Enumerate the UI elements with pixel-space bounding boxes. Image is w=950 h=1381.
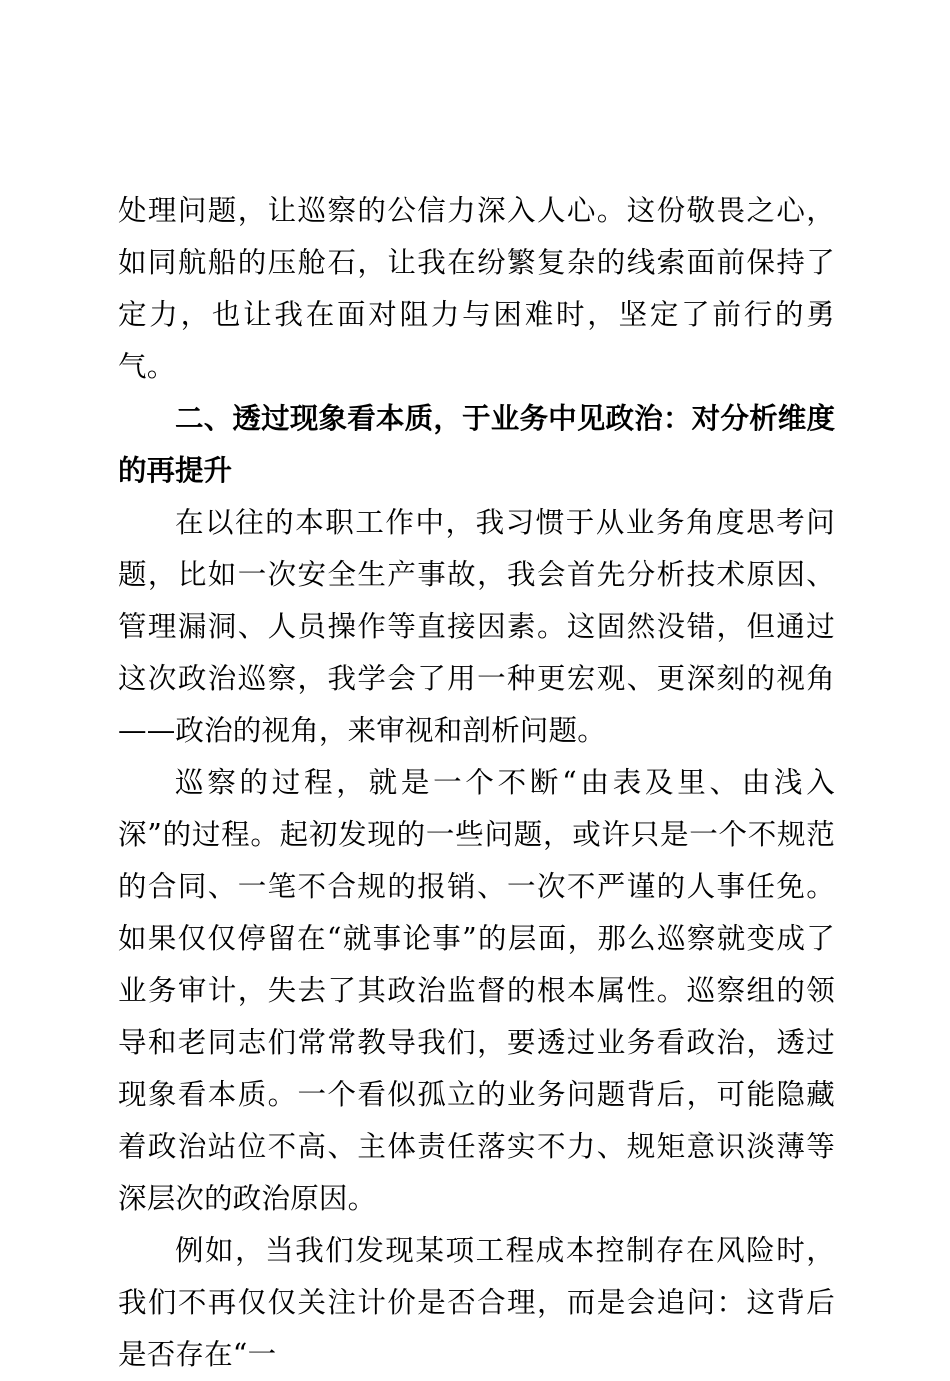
paragraph-continuation: 处理问题，让巡察的公信力深入人心。这份敬畏之心，如同航船的压舱石，让我在纷繁复杂的线索面前保持了定力，也让我在面对阻力与困难时，坚定了前行的勇气。 <box>118 194 835 383</box>
paragraph-business-perspective: 在以往的本职工作中，我习惯于从业务角度思考问题，比如一次安全生产事故，我会首先分析技术原因、管理漏洞、人员操作等直接因素。这固然没错，但通过这次政治巡察，我学会了用一种更宏观、更深刻的视角——政治的视角，来审视和剖析问题。 <box>118 506 835 747</box>
paragraph-inspection-process: 巡察的过程，就是一个不断“由表及里、由浅入深”的过程。起初发现的一些问题，或许只是一个不规范的合同、一笔不合规的报销、一次不严谨的人事任免。如果仅仅停留在“就事论事”的层面，那么巡察就变成了业务审计，失去了其政治监督的根本属性。巡察组的领导和老同志们常常教导我们，要透过业务看政治，透过现象看本质。一个看似孤立的业务问题背后，可能隐藏着政治站位不高、主体责任落实不力、规矩意识淡薄等深层次的政治原因。 <box>118 766 835 1215</box>
section-heading-two: 二、透过现象看本质，于业务中见政治：对分析维度的再提升 <box>118 402 835 487</box>
paragraph-example-cost-control: 例如，当我们发现某项工程成本控制存在风险时，我们不再仅仅关注计价是否合理，而是会追问：这背后是否存在“一 <box>118 1234 835 1371</box>
document-body <box>118 185 835 1381</box>
